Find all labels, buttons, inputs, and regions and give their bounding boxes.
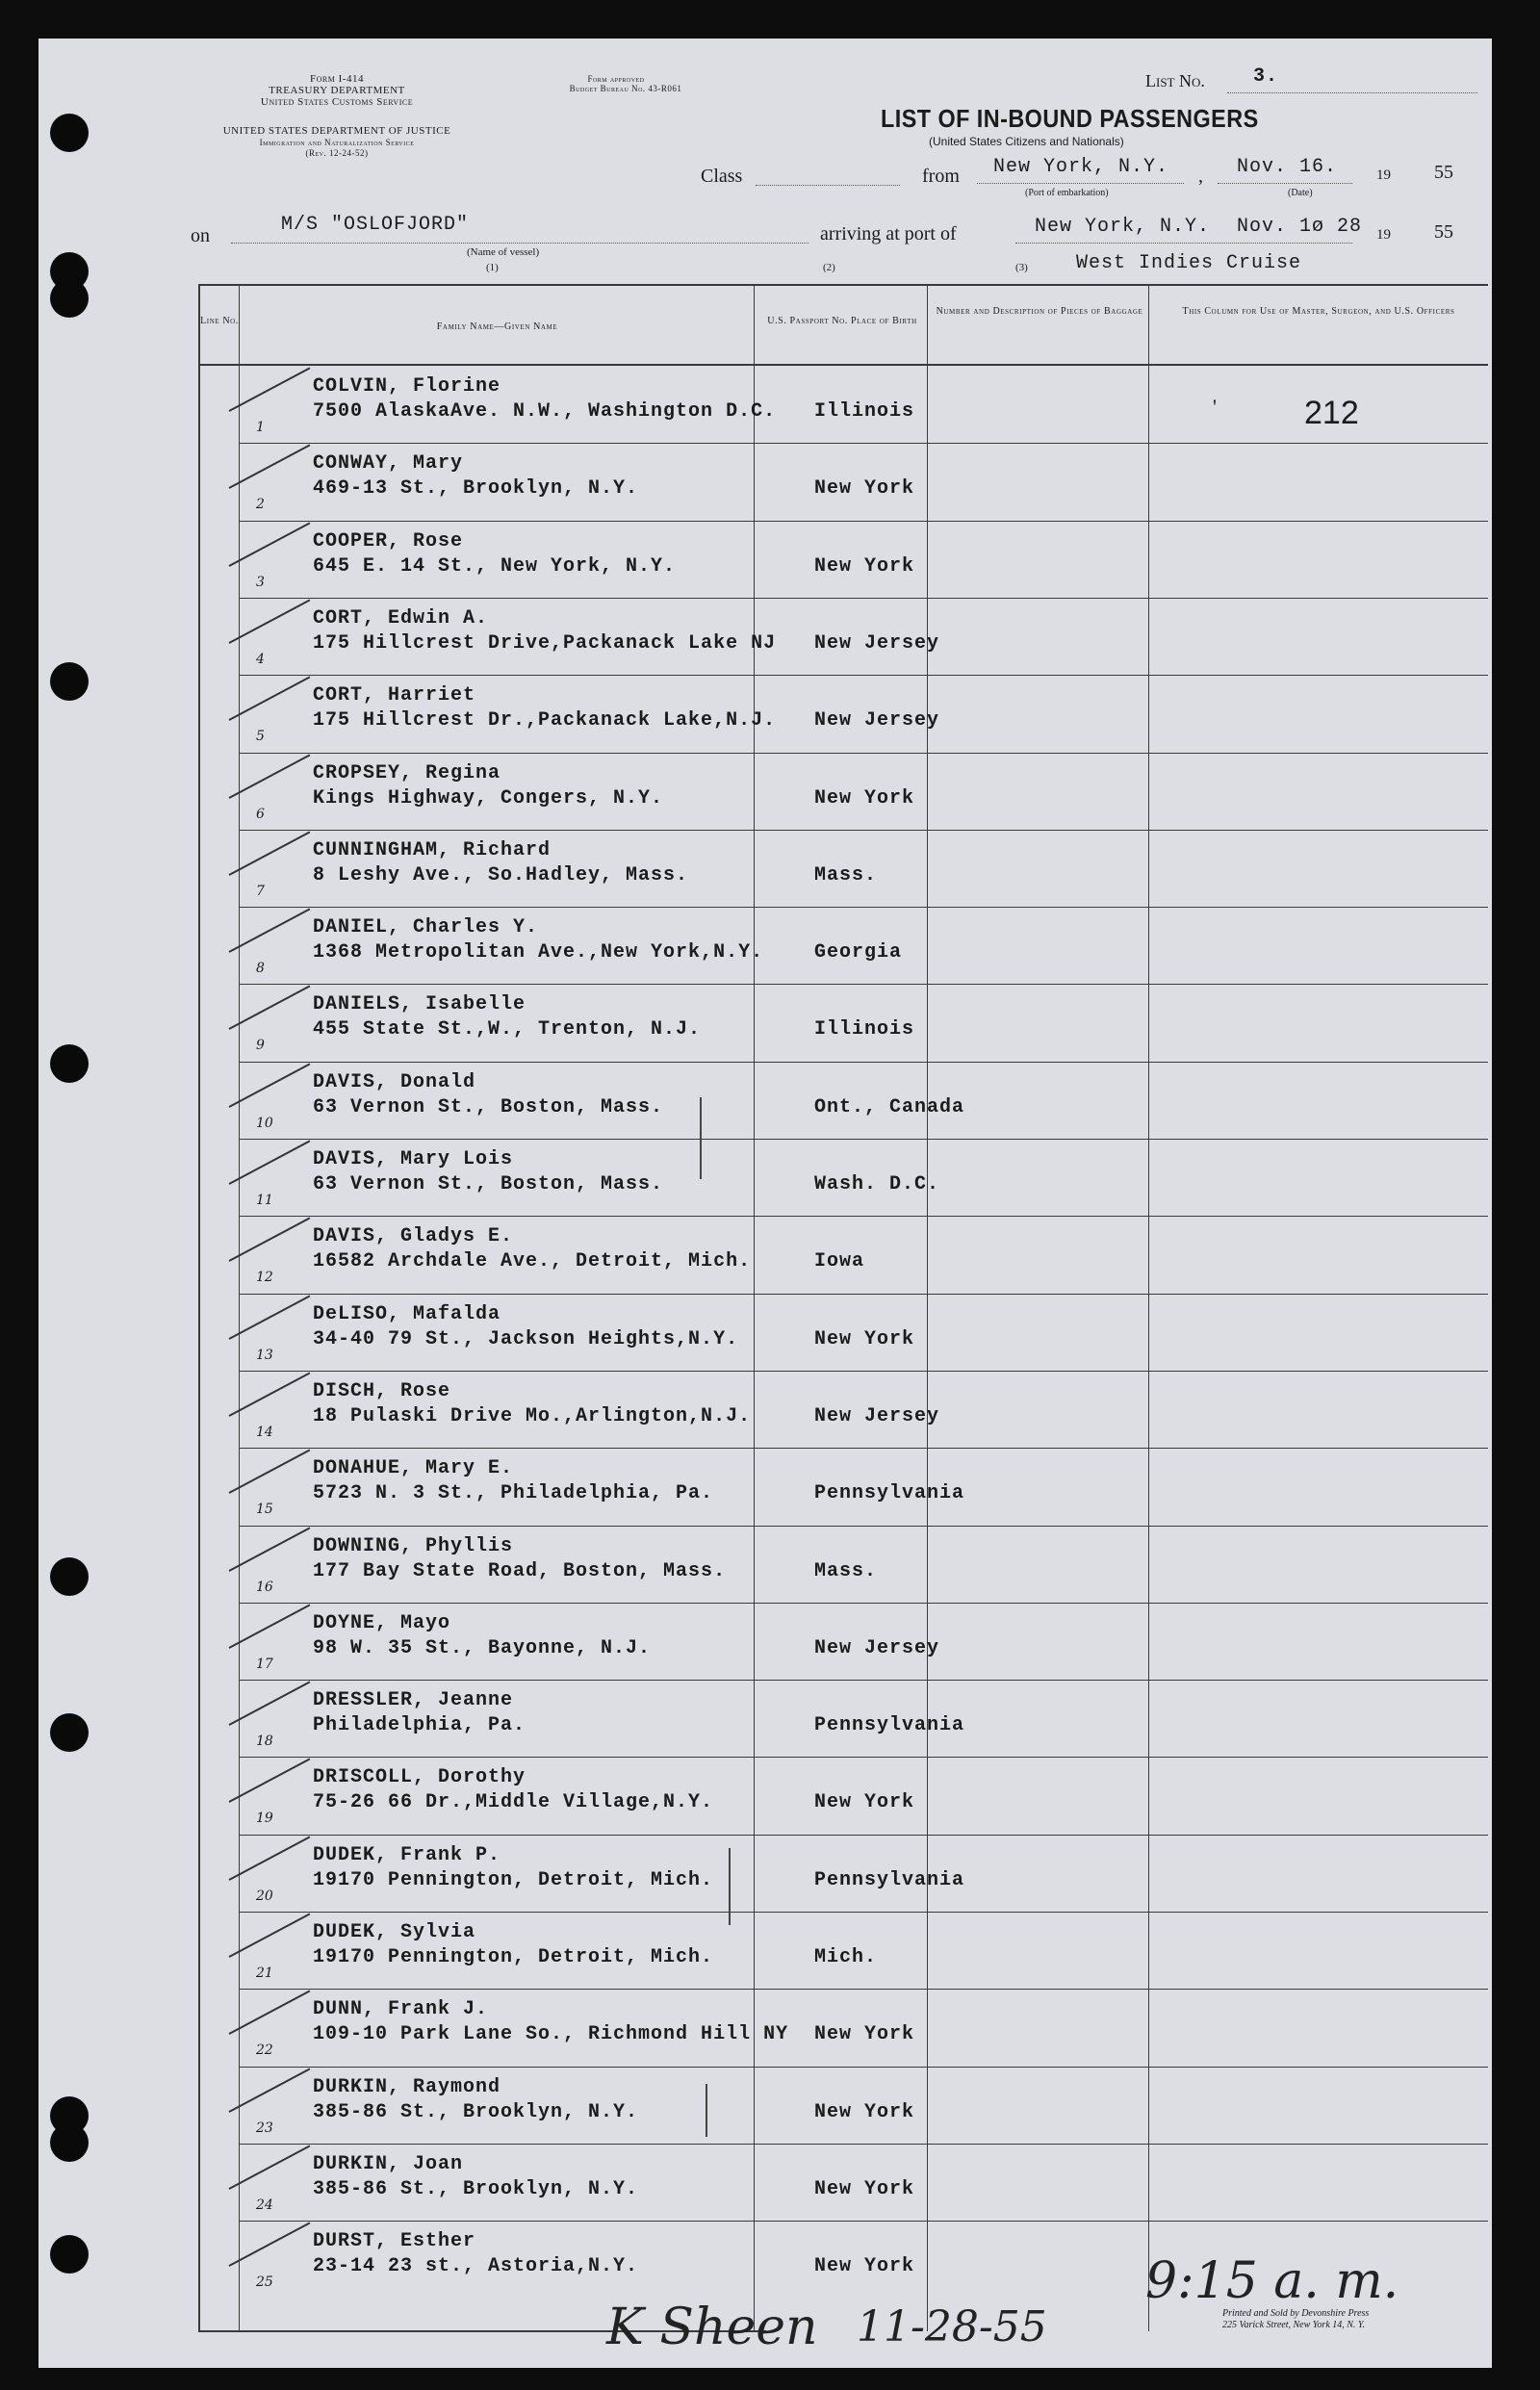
passenger-name: DeLISO, Mafalda: [313, 1302, 501, 1325]
row-divider: [239, 521, 1488, 522]
passenger-address: 98 W. 35 St., Bayonne, N.J.: [313, 1636, 652, 1659]
row-divider: [239, 598, 1488, 599]
budget-bureau: Budget Bureau No. 43-R061: [569, 84, 682, 93]
line-number: 9: [256, 1038, 265, 1054]
passenger-address: 109-10 Park Lane So., Richmond Hill NY: [313, 2023, 789, 2046]
row-divider: [239, 1448, 1488, 1449]
binder-hole: [50, 114, 89, 152]
passenger-address: 645 E. 14 St., New York, N.Y.: [313, 554, 677, 578]
passenger-address: 1368 Metropolitan Ave.,New York,N.Y.: [313, 941, 764, 964]
check-mark: [229, 1450, 311, 1494]
passenger-name: CROPSEY, Regina: [313, 761, 501, 784]
row-divider: [239, 830, 1488, 831]
manifest-page: [38, 39, 1492, 2368]
date-caption: (Date): [1288, 188, 1313, 198]
passenger-birthplace: New York: [814, 554, 915, 578]
passenger-birthplace: Georgia: [814, 941, 903, 964]
row-divider: [239, 1062, 1488, 1063]
passenger-address: Philadelphia, Pa.: [313, 1714, 526, 1737]
passenger-name: DONAHUE, Mary E.: [313, 1457, 514, 1480]
list-no-line: [1227, 92, 1477, 93]
passenger-birthplace: Pennsylvania: [814, 1868, 965, 1891]
passenger-name: COLVIN, Florine: [313, 375, 501, 398]
line-number: 11: [256, 1193, 273, 1208]
col-divider-4: [1148, 284, 1149, 2331]
passenger-address: 16582 Archdale Ave., Detroit, Mich.: [313, 1250, 752, 1273]
passenger-address: 8 Leshy Ave., So.Hadley, Mass.: [313, 863, 689, 887]
passenger-name: DURKIN, Raymond: [313, 2075, 501, 2098]
table-top-border: [198, 284, 1488, 286]
arrival-date: Nov. 1ø 28: [1237, 216, 1363, 238]
from-port: New York, N.Y.: [993, 156, 1169, 178]
check-mark: [229, 986, 311, 1030]
arrival-time: 9:15 a. m.: [1145, 2252, 1399, 2310]
passenger-address: 63 Vernon St., Boston, Mass.: [313, 1095, 664, 1118]
check-mark: [229, 2145, 311, 2189]
check-mark: [229, 1914, 311, 1958]
line-number: 4: [256, 651, 265, 667]
col-divider-3: [927, 284, 928, 2331]
year-value-2: 55: [1434, 221, 1453, 243]
binder-hole: [50, 2123, 89, 2162]
line-number: 17: [256, 1656, 273, 1672]
passenger-birthplace: New York: [814, 2177, 915, 2200]
row-divider: [239, 753, 1488, 754]
row-divider: [239, 443, 1488, 444]
passenger-address: 19170 Pennington, Detroit, Mich.: [313, 1868, 714, 1891]
passenger-address: 5723 N. 3 St., Philadelphia, Pa.: [313, 1482, 714, 1505]
pencil-mark: ': [1213, 395, 1217, 419]
pencil-stroke-3: [706, 2084, 707, 2137]
row-divider: [239, 1139, 1488, 1140]
signature: K Sheen: [606, 2299, 818, 2356]
binder-hole: [50, 2235, 89, 2274]
passenger-address: 177 Bay State Road, Boston, Mass.: [313, 1559, 727, 1582]
check-mark: [229, 1218, 311, 1262]
rev-date: (Rev. 12-24-52): [305, 148, 369, 158]
treasury-dept: TREASURY DEPARTMENT: [269, 85, 405, 96]
class-line: [756, 185, 900, 186]
printer-line-2: 225 Varick Street, New York 14, N. Y.: [1222, 2320, 1366, 2330]
check-mark: [229, 677, 311, 721]
passenger-name: DUNN, Frank J.: [313, 1998, 489, 2021]
col-family-name: Family Name—Given Name: [436, 321, 558, 332]
arriving-label: arriving at port of: [820, 223, 957, 244]
page-subtitle: (United States Citizens and Nationals): [929, 135, 1124, 148]
passenger-name: CONWAY, Mary: [313, 452, 464, 475]
form-number: Form I-414: [310, 73, 364, 85]
from-date-line: [1218, 183, 1352, 184]
year-prefix-2: 19: [1376, 227, 1391, 243]
vessel-line: [231, 243, 808, 244]
passenger-name: DANIEL, Charles Y.: [313, 916, 539, 939]
line-number: 13: [256, 1347, 273, 1363]
line-number: 1: [256, 420, 265, 435]
vessel-name: M/S "OSLOFJORD": [281, 214, 470, 236]
binder-hole: [50, 279, 89, 318]
passenger-birthplace: Illinois: [814, 400, 915, 423]
row-divider: [239, 2067, 1488, 2068]
customs-service: United States Customs Service: [260, 96, 414, 108]
check-mark: [229, 1759, 311, 1803]
passenger-address: 7500 AlaskaAve. N.W., Washington D.C.: [313, 400, 777, 423]
passenger-address: 455 State St.,W., Trenton, N.J.: [313, 1018, 702, 1041]
cruise-name: West Indies Cruise: [1076, 252, 1302, 274]
binder-hole: [50, 662, 89, 701]
check-mark: [229, 445, 311, 489]
passenger-address: 469-13 St., Brooklyn, N.Y.: [313, 477, 639, 501]
from-date: Nov. 16.: [1237, 156, 1338, 178]
page-title: LIST OF IN-BOUND PASSENGERS: [881, 104, 1259, 133]
row-divider: [239, 1757, 1488, 1758]
on-label: on: [191, 225, 210, 246]
line-number: 23: [256, 2120, 273, 2136]
arrival-port: New York, N.Y.: [1035, 216, 1211, 238]
passenger-birthplace: New Jersey: [814, 631, 940, 655]
list-no-label: List No.: [1145, 71, 1205, 90]
header-bottom-border: [198, 364, 1488, 366]
passenger-birthplace: Pennsylvania: [814, 1714, 965, 1737]
from-port-line: [977, 183, 1184, 184]
passenger-name: DRESSLER, Jeanne: [313, 1689, 514, 1712]
passenger-address: 175 Hillcrest Drive,Packanack Lake NJ: [313, 631, 777, 655]
binder-hole: [50, 1557, 89, 1596]
passenger-address: 385-86 St., Brooklyn, N.Y.: [313, 2100, 639, 2123]
check-mark: [229, 1604, 311, 1648]
line-number: 10: [256, 1115, 273, 1131]
line-number: 8: [256, 961, 265, 977]
line-number: 16: [256, 1579, 273, 1595]
passenger-address: 63 Vernon St., Boston, Mass.: [313, 1173, 664, 1195]
line-number: 2: [256, 497, 265, 513]
from-label: from: [922, 166, 960, 187]
passenger-birthplace: Mass.: [814, 1559, 878, 1582]
passenger-address: 18 Pulaski Drive Mo.,Arlington,N.J.: [313, 1404, 752, 1427]
binder-hole: [50, 1713, 89, 1752]
passenger-name: DURST, Esther: [313, 2230, 476, 2253]
passenger-name: DAVIS, Gladys E.: [313, 1225, 514, 1248]
passenger-birthplace: New Jersey: [814, 709, 940, 732]
check-mark: [229, 831, 311, 875]
row-divider: [239, 1526, 1488, 1527]
passenger-name: DAVIS, Mary Lois: [313, 1148, 514, 1170]
passenger-name: DAVIS, Donald: [313, 1070, 476, 1093]
check-mark: [229, 1527, 311, 1571]
line-number: 15: [256, 1502, 273, 1518]
passenger-birthplace: Illinois: [814, 1018, 915, 1041]
line-number: 5: [256, 729, 265, 745]
col-officers: This Column for Use of Master, Surgeon, and U.S. Officers: [1182, 306, 1455, 317]
passenger-name: DRISCOLL, Dorothy: [313, 1766, 526, 1789]
line-number: 14: [256, 1424, 273, 1440]
caption-2: (2): [823, 262, 835, 273]
col-passport: U.S. Passport No. Place of Birth: [767, 316, 917, 326]
check-mark: [229, 909, 311, 953]
row-divider: [239, 1912, 1488, 1913]
passenger-name: CORT, Edwin A.: [313, 606, 489, 630]
passenger-address: 75-26 66 Dr.,Middle Village,N.Y.: [313, 1791, 714, 1814]
check-mark: [229, 1991, 311, 2035]
passenger-address: 19170 Pennington, Detroit, Mich.: [313, 1946, 714, 1968]
row-divider: [239, 907, 1488, 908]
row-divider: [239, 1835, 1488, 1836]
check-mark: [229, 368, 311, 412]
passenger-name: DOYNE, Mayo: [313, 1611, 451, 1634]
check-mark: [229, 1372, 311, 1416]
vessel-num: (1): [486, 262, 499, 273]
passenger-address: Kings Highway, Congers, N.Y.: [313, 786, 664, 810]
year-prefix: 19: [1376, 167, 1391, 183]
passenger-birthplace: Iowa: [814, 1250, 865, 1273]
vessel-caption: (Name of vessel): [467, 246, 540, 258]
table-left-border: [198, 284, 200, 2331]
col-baggage: Number and Description of Pieces of Baggage: [936, 306, 1143, 317]
year-value: 55: [1434, 162, 1453, 183]
pencil-stroke-2: [729, 1848, 731, 1925]
line-number: 3: [256, 574, 265, 590]
line-number: 25: [256, 2274, 273, 2291]
caption-3: (3): [1015, 262, 1028, 273]
row-divider: [239, 984, 1488, 985]
passenger-birthplace: New York: [814, 786, 915, 810]
passenger-name: DUDEK, Frank P.: [313, 1843, 501, 1866]
check-mark: [229, 1836, 311, 1880]
binder-hole: [50, 1044, 89, 1083]
passenger-birthplace: Mass.: [814, 863, 878, 887]
passenger-name: DOWNING, Phyllis: [313, 1534, 514, 1557]
check-mark: [229, 522, 311, 566]
line-number: 6: [256, 806, 265, 822]
passenger-name: DANIELS, Isabelle: [313, 993, 526, 1016]
row-divider: [239, 1216, 1488, 1217]
row-divider: [239, 2144, 1488, 2145]
row-divider: [239, 1680, 1488, 1681]
col-divider-1: [239, 284, 240, 2331]
passenger-name: DUDEK, Sylvia: [313, 1921, 476, 1943]
passenger-name: COOPER, Rose: [313, 529, 464, 553]
line-number: 21: [256, 1966, 273, 1981]
check-mark: [229, 599, 311, 643]
justice-dept: UNITED STATES DEPARTMENT OF JUSTICE: [222, 125, 451, 137]
passenger-birthplace: Mich.: [814, 1946, 878, 1968]
passenger-birthplace: New York: [814, 1791, 915, 1814]
check-mark: [229, 1295, 311, 1339]
passenger-address: 23-14 23 st., Astoria,N.Y.: [313, 2255, 639, 2278]
check-mark: [229, 1141, 311, 1185]
class-label: Class: [701, 166, 743, 187]
port-embark-caption: (Port of embarkation): [1025, 188, 1109, 198]
passenger-birthplace: New York: [814, 1327, 915, 1350]
row-divider: [239, 1294, 1488, 1295]
passenger-birthplace: New York: [814, 2100, 915, 2123]
row-divider: [239, 1371, 1488, 1372]
passenger-birthplace: New York: [814, 2023, 915, 2046]
passenger-birthplace: Wash. D.C.: [814, 1173, 940, 1195]
check-mark: [229, 1063, 311, 1107]
check-mark: [229, 754, 311, 798]
list-no-value: 3.: [1253, 65, 1279, 88]
passenger-address: 385-86 St., Brooklyn, N.Y.: [313, 2177, 639, 2200]
line-number: 20: [256, 1888, 273, 1904]
line-number: 19: [256, 1811, 273, 1827]
line-number: 12: [256, 1270, 273, 1286]
passenger-birthplace: New York: [814, 477, 915, 501]
comma: ,: [1198, 166, 1203, 187]
row-divider: [239, 2221, 1488, 2222]
row-divider: [239, 1603, 1488, 1604]
col-line-no: Line No.: [200, 316, 239, 326]
row-divider: [239, 675, 1488, 676]
passenger-name: CORT, Harriet: [313, 684, 476, 707]
passenger-birthplace: New Jersey: [814, 1404, 940, 1427]
passenger-birthplace: Pennsylvania: [814, 1482, 965, 1505]
line-number: 24: [256, 2197, 273, 2213]
officer-note: 212: [1304, 395, 1359, 431]
passenger-name: CUNNINGHAM, Richard: [313, 838, 552, 861]
passenger-address: 34-40 79 St., Jackson Heights,N.Y.: [313, 1327, 739, 1350]
arrival-line: [1015, 243, 1352, 244]
passenger-name: DURKIN, Joan: [313, 2152, 464, 2175]
signature-date: 11-28-55: [857, 2302, 1047, 2351]
passenger-address: 175 Hillcrest Dr.,Packanack Lake,N.J.: [313, 709, 777, 732]
passenger-birthplace: New Jersey: [814, 1636, 940, 1659]
line-number: 22: [256, 2043, 273, 2059]
form-approved: Form approved: [587, 74, 645, 84]
pencil-stroke-1: [700, 1097, 702, 1179]
passenger-name: DISCH, Rose: [313, 1379, 451, 1402]
passenger-birthplace: Ont., Canada: [814, 1095, 965, 1118]
check-mark: [229, 2068, 311, 2112]
row-divider: [239, 1989, 1488, 1990]
ins: Immigration and Naturalization Service: [259, 138, 415, 147]
line-number: 7: [256, 883, 265, 899]
passenger-birthplace: New York: [814, 2255, 915, 2278]
line-number: 18: [256, 1734, 273, 1750]
check-mark: [229, 2223, 311, 2267]
printer-line-1: Printed and Sold by Devonshire Press: [1222, 2308, 1370, 2319]
check-mark: [229, 1682, 311, 1726]
